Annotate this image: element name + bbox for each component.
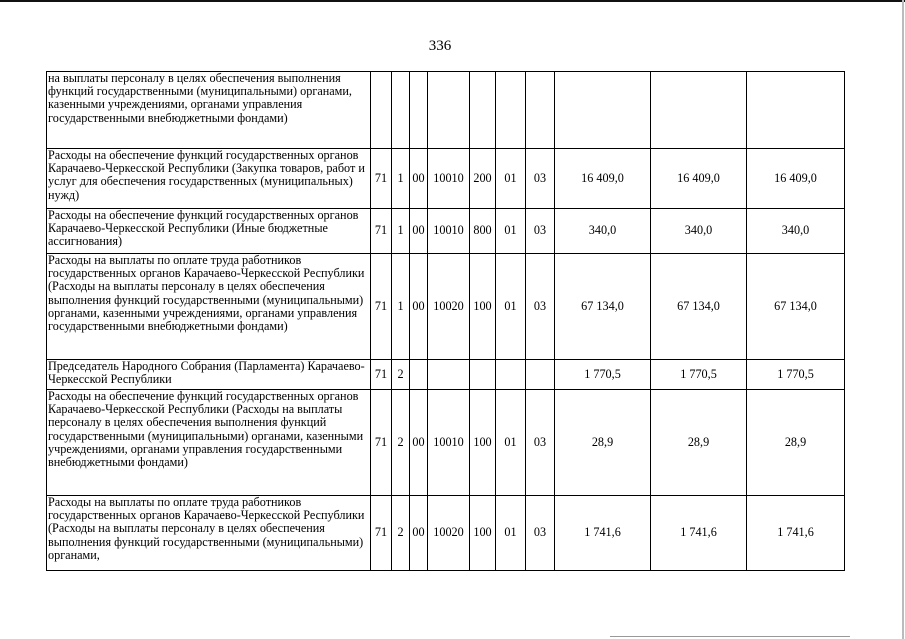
expense-type-code (470, 360, 496, 390)
budget-section (496, 72, 526, 149)
program-code (428, 360, 470, 390)
chapter-code: 71 (371, 209, 392, 254)
subsection-code: 00 (410, 209, 428, 254)
program-code: 10010 (428, 390, 470, 496)
budget-subsection (526, 360, 555, 390)
section-code: 1 (392, 254, 410, 360)
subsection-code: 00 (410, 254, 428, 360)
subsection-code: 00 (410, 390, 428, 496)
budget-subsection: 03 (526, 496, 555, 571)
program-code: 10010 (428, 149, 470, 209)
expense-type-code: 100 (470, 254, 496, 360)
amount-year-1: 16 409,0 (555, 149, 651, 209)
amount-year-3: 1 741,6 (747, 496, 845, 571)
row-description: на выплаты персоналу в целях обеспечения выполнения функций государственными (муниципальными) органами, казенными учреждениями, органами управления государственными внебюджетными фондами) (47, 72, 371, 149)
expense-type-code: 100 (470, 390, 496, 496)
amount-year-3: 16 409,0 (747, 149, 845, 209)
subsection-code (410, 360, 428, 390)
table-row (47, 72, 845, 149)
section-code: 2 (392, 360, 410, 390)
row-description: Председатель Народного Собрания (Парламента) Карачаево-Черкесской Республики (47, 360, 371, 390)
section-code: 1 (392, 209, 410, 254)
amount-year-3: 28,9 (747, 390, 845, 496)
expense-type-code: 100 (470, 496, 496, 571)
budget-table (46, 71, 845, 571)
amount-year-1: 67 134,0 (555, 254, 651, 360)
budget-section: 01 (496, 254, 526, 360)
budget-section: 01 (496, 209, 526, 254)
budget-subsection: 03 (526, 254, 555, 360)
expense-type-code: 200 (470, 149, 496, 209)
section-code: 2 (392, 390, 410, 496)
chapter-code: 71 (371, 360, 392, 390)
budget-subsection: 03 (526, 209, 555, 254)
subsection-code: 00 (410, 149, 428, 209)
chapter-code: 71 (371, 496, 392, 571)
section-code (392, 72, 410, 149)
amount-year-1 (555, 72, 651, 149)
table-row (47, 360, 845, 390)
chapter-code: 71 (371, 390, 392, 496)
amount-year-2 (651, 72, 747, 149)
scan-top-edge (0, 0, 905, 2)
subsection-code: 00 (410, 496, 428, 571)
amount-year-1: 1 770,5 (555, 360, 651, 390)
scan-bottom-mark (610, 636, 850, 637)
amount-year-1: 1 741,6 (555, 496, 651, 571)
amount-year-3: 340,0 (747, 209, 845, 254)
budget-subsection: 03 (526, 390, 555, 496)
program-code: 10010 (428, 209, 470, 254)
chapter-code (371, 72, 392, 149)
budget-subsection (526, 72, 555, 149)
expense-type-code (470, 72, 496, 149)
amount-year-1: 340,0 (555, 209, 651, 254)
row-description: Расходы на выплаты по оплате труда работников государственных органов Карачаево-Черкесской Республики (Расходы на выплаты персоналу в целях обеспечения выполнения функций государственными (муниципальными) органами, казенными учреждениями, органами управления государственными внебюджетными фондами) (47, 254, 371, 360)
program-code: 10020 (428, 496, 470, 571)
row-description: Расходы на обеспечение функций государственных органов Карачаево-Черкесской Республики (Иные бюджетные ассигнования) (47, 209, 371, 254)
amount-year-3: 67 134,0 (747, 254, 845, 360)
amount-year-2: 28,9 (651, 390, 747, 496)
budget-section: 01 (496, 390, 526, 496)
chapter-code: 71 (371, 149, 392, 209)
section-code: 2 (392, 496, 410, 571)
table-row (47, 209, 845, 254)
subsection-code (410, 72, 428, 149)
table-row (47, 496, 845, 571)
amount-year-2: 1 741,6 (651, 496, 747, 571)
budget-section: 01 (496, 149, 526, 209)
amount-year-2: 67 134,0 (651, 254, 747, 360)
amount-year-3: 1 770,5 (747, 360, 845, 390)
page-number: 336 (428, 38, 452, 54)
amount-year-3 (747, 72, 845, 149)
table-row (47, 149, 845, 209)
table-row (47, 254, 845, 360)
section-code: 1 (392, 149, 410, 209)
amount-year-2: 16 409,0 (651, 149, 747, 209)
amount-year-2: 340,0 (651, 209, 747, 254)
chapter-code: 71 (371, 254, 392, 360)
budget-section (496, 360, 526, 390)
budget-subsection: 03 (526, 149, 555, 209)
budget-section: 01 (496, 496, 526, 571)
row-description: Расходы на обеспечение функций государственных органов Карачаево-Черкесской Республики (Расходы на выплаты персоналу в целях обеспечения выполнения функций государственными (муниципальными) органами, казенными учреждениями, органами управления государственными внебюджетными фондами) (47, 390, 371, 496)
table-row (47, 390, 845, 496)
scan-right-edge (902, 0, 904, 639)
row-description: Расходы на обеспечение функций государственных органов Карачаево-Черкесской Республики (Закупка товаров, работ и услуг для обеспечения государственных (муниципальных) нужд) (47, 149, 371, 209)
amount-year-2: 1 770,5 (651, 360, 747, 390)
row-description: Расходы на выплаты по оплате труда работников государственных органов Карачаево-Черкесской Республики (Расходы на выплаты персоналу в целях обеспечения выполнения функций государственными (муниципальными) органами, (47, 496, 371, 571)
budget-table-body (47, 72, 845, 571)
program-code (428, 72, 470, 149)
program-code: 10020 (428, 254, 470, 360)
expense-type-code: 800 (470, 209, 496, 254)
amount-year-1: 28,9 (555, 390, 651, 496)
